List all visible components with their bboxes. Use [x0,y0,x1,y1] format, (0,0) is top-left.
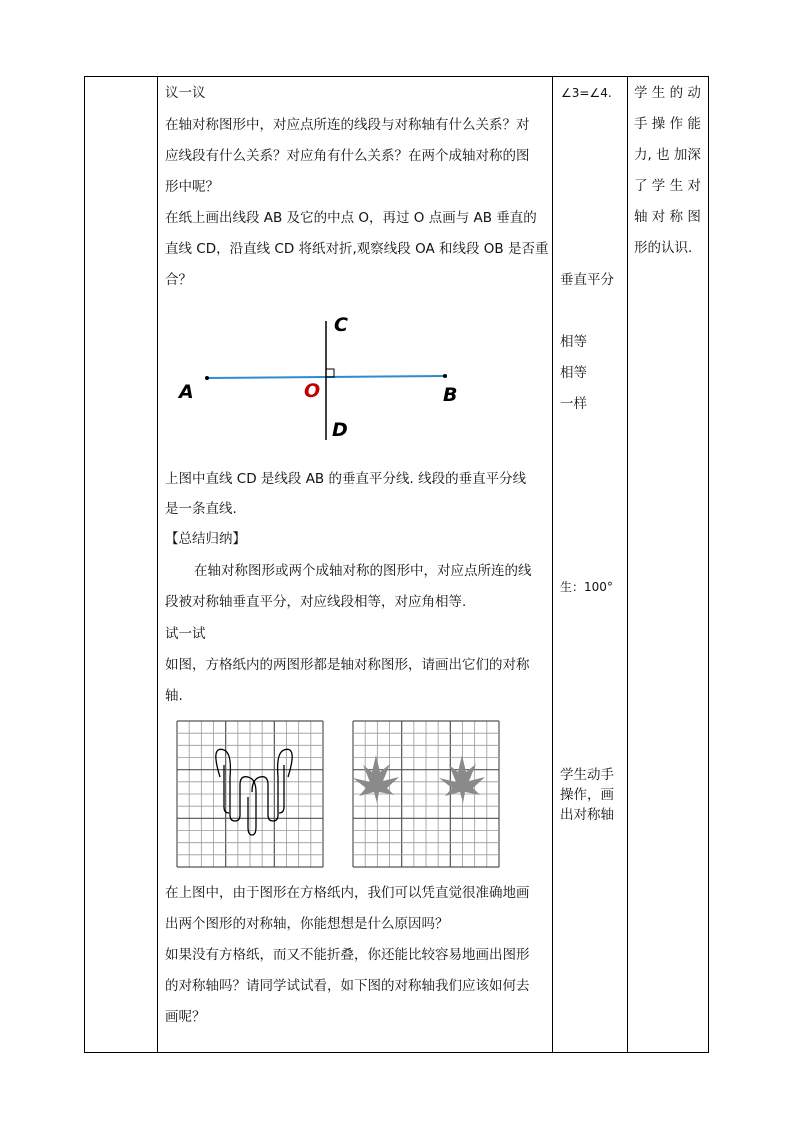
same-text: 一样 [560,396,587,412]
para2-line3: 合？ [165,272,192,288]
symmetric-shape [216,749,292,835]
point-b [443,374,447,378]
para6-line1: 如果没有方格纸，而又不能折叠，你还能比较容易地画出图形 [165,947,530,963]
answer-text: 生：100° [560,580,613,594]
grid-left [177,721,323,867]
heading-try: 试一试 [165,626,206,642]
intent-line1: 学 生 的 动 [634,85,701,101]
label-a: A [179,381,194,403]
lesson-table [84,76,709,1053]
operate-line3: 出对称轴 [560,807,614,823]
equal-text-1: 相等 [560,334,587,350]
intent-line4: 了 学 生 对 [634,178,701,194]
para4-line1: 如图，方格纸内的两图形都是轴对称图形，请画出它们的对称 [165,657,530,673]
main-content-cell [158,77,552,1052]
para5-line2: 出两个图形的对称轴，你能想想是什么原因吗？ [165,916,449,932]
intent-line3: 力, 也 加深 [634,147,701,163]
intent-line6: 形的认识. [634,240,693,256]
equal-text-2: 相等 [560,365,587,381]
operate-line2: 操作，画 [560,787,614,803]
angles-text: ∠3=∠4. [561,86,612,100]
student-activity-cell [553,77,627,1052]
para6-line3: 画呢？ [165,1009,206,1025]
operate-line1: 学生动手 [560,767,614,783]
para3-line1: 上图中直线 CD 是线段 AB 的垂直平分线. 线段的垂直平分线 [165,471,527,487]
intent-line5: 轴 对 称 图 [634,209,701,225]
summary-heading: 【总结归纳】 [165,531,246,547]
para1-line1: 在轴对称图形中，对应点所连的线段与对称轴有什么关系？对 [165,117,530,133]
label-b: B [443,384,458,406]
label-o: O [304,380,321,402]
para5-line1: 在上图中，由于图形在方格纸内，我们可以凭直觉很准确地画 [165,885,530,901]
summary-line2: 段被对称轴垂直平分，对应线段相等，对应角相等. [165,594,467,610]
para6-line2: 的对称轴吗？请同学试试看，如下图的对称轴我们应该如何去 [165,978,530,994]
para1-line2: 应线段有什么关系？对应角有什么关系？在两个成轴对称的图 [165,148,530,164]
intent-line2: 手 操 作 能 [634,116,701,132]
para2-line1: 在纸上画出线段 AB 及它的中点 O，再过 O 点画与 AB 垂直的 [165,210,537,226]
maple-leaf-right [439,755,485,803]
para2-line2: 直线 CD，沿直线 CD 将纸对折,观察线段 OA 和线段 OB 是否重 [165,241,549,257]
label-c: C [334,314,348,336]
para3-line2: 是一条直线. [165,501,237,517]
perpendicular-bisector-figure [158,302,552,447]
grid-figures [158,717,552,872]
heading-discuss: 议一议 [165,85,206,101]
para1-line3: 形中呢？ [165,179,219,195]
label-d: D [332,419,348,441]
summary-line1: 在轴对称图形或两个成轴对称的图形中，对应点所连的线 [194,563,532,579]
design-intent-cell [628,77,710,1052]
right-angle-mark [326,369,334,377]
maple-leaf-left [353,755,399,803]
perp-bisect-text: 垂直平分 [560,272,614,288]
point-a [205,376,209,380]
para4-line2: 轴. [165,688,183,704]
